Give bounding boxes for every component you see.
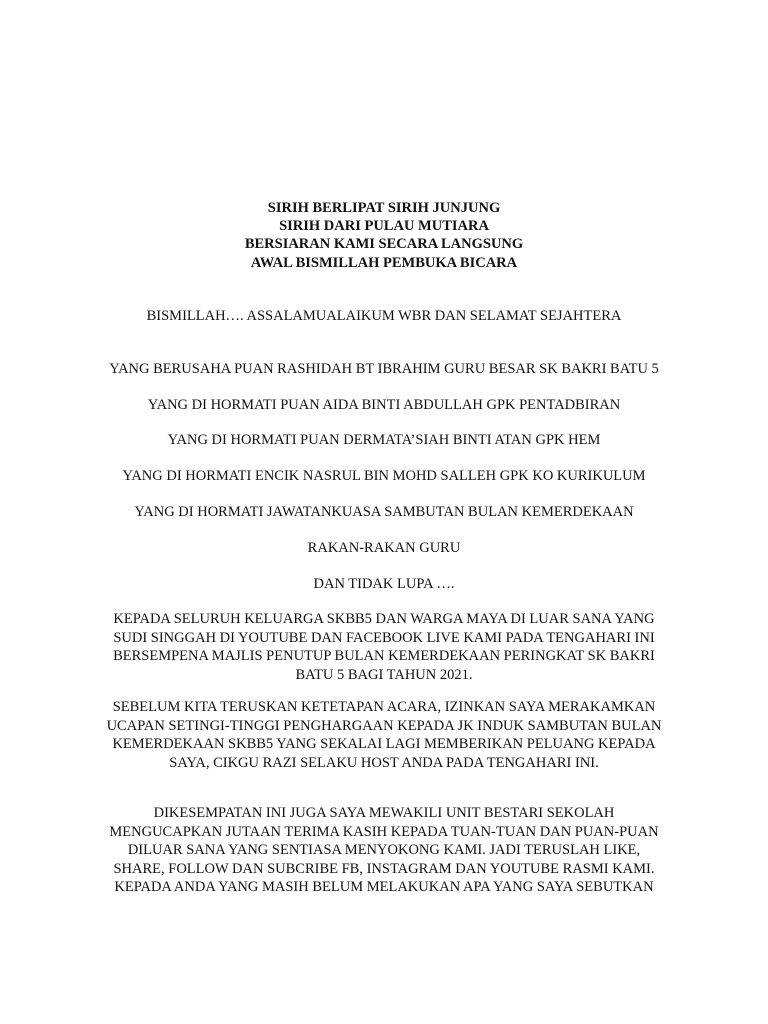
title-line: AWAL BISMILLAH PEMBUKA BICARA <box>250 254 518 271</box>
paragraph-welcome <box>0 610 768 684</box>
paragraph-line: BERSEMPENA MAJLIS PENUTUP BULAN KEMERDEKAAN PERINGKAT SK BAKRI <box>113 648 655 665</box>
salutation-line: DAN TIDAK LUPA …. <box>313 576 455 592</box>
paragraph-line: DIKESEMPATAN INI JUGA SAYA MEWAKILI UNIT BESTARI SEKOLAH <box>153 805 615 821</box>
salutation-line: YANG BERUSAHA PUAN RASHIDAH BT IBRAHIM GURU BESAR SK BAKRI BATU 5 <box>109 361 659 377</box>
paragraph-line: SHARE, FOLLOW DAN SUBCRIBE FB, INSTAGRAM DAN YOUTUBE RASMI KAMI. <box>113 860 655 877</box>
paragraph-line: DILUAR SANA YANG SENTIASA MENYOKONG KAMI. JADI TERUSLAH LIKE, <box>127 842 641 859</box>
title-line: BERSIARAN KAMI SECARA LANGSUNG <box>244 236 524 253</box>
title-line: SIRIH DARI PULAU MUTIARA <box>279 218 489 235</box>
greeting-line: BISMILLAH…. ASSALAMUALAIKUM WBR DAN SELAMAT SEJAHTERA <box>146 308 622 324</box>
title-line: SIRIH BERLIPAT SIRIH JUNJUNG <box>267 200 501 216</box>
paragraph-appreciation <box>0 698 768 772</box>
salutation-line: YANG DI HORMATI JAWATANKUASA SAMBUTAN BULAN KEMERDEKAAN <box>134 504 634 520</box>
paragraph-line: KEPADA ANDA YANG MASIH BELUM MELAKUKAN APA YANG SAYA SEBUTKAN <box>114 879 654 896</box>
paragraph-line: KEPADA SELURUH KELUARGA SKBB5 DAN WARGA MAYA DI LUAR SANA YANG <box>113 611 655 627</box>
salutation-line: YANG DI HORMATI PUAN AIDA BINTI ABDULLAH GPK PENTADBIRAN <box>147 397 621 413</box>
paragraph-line: MENGUCAPKAN JUTAAN TERIMA KASIH KEPADA TUAN-TUAN DAN PUAN-PUAN <box>109 823 659 840</box>
salutation-line: YANG DI HORMATI PUAN DERMATA’SIAH BINTI ATAN GPK HEM <box>167 432 601 448</box>
salutation-line: YANG DI HORMATI ENCIK NASRUL BIN MOHD SALLEH GPK KO KURIKULUM <box>122 468 646 484</box>
pantun-title <box>0 199 768 272</box>
paragraph-line: SAYA, CIKGU RAZI SELAKU HOST ANDA PADA TENGAHARI INI. <box>169 754 599 771</box>
paragraph-line: BATU 5 BAGI TAHUN 2021. <box>295 666 473 683</box>
paragraph-line: UCAPAN SETINGI-TINGGI PENGHARGAAN KEPADA JK INDUK SAMBUTAN BULAN <box>106 717 662 734</box>
salutation-line: RAKAN-RAKAN GURU <box>307 540 461 556</box>
paragraph-line: SUDI SINGGAH DI YOUTUBE DAN FACEBOOK LIVE KAMI PADA TENGAHARI INI <box>113 629 655 646</box>
paragraph-line: SEBELUM KITA TERUSKAN KETETAPAN ACARA, IZINKAN SAYA MERAKAMKAN <box>112 699 656 715</box>
paragraph-thanks <box>0 804 768 897</box>
paragraph-line: KEMERDEKAAN SKBB5 YANG SEKALAI LAGI MEMBERIKAN PELUANG KEPADA <box>112 736 656 753</box>
